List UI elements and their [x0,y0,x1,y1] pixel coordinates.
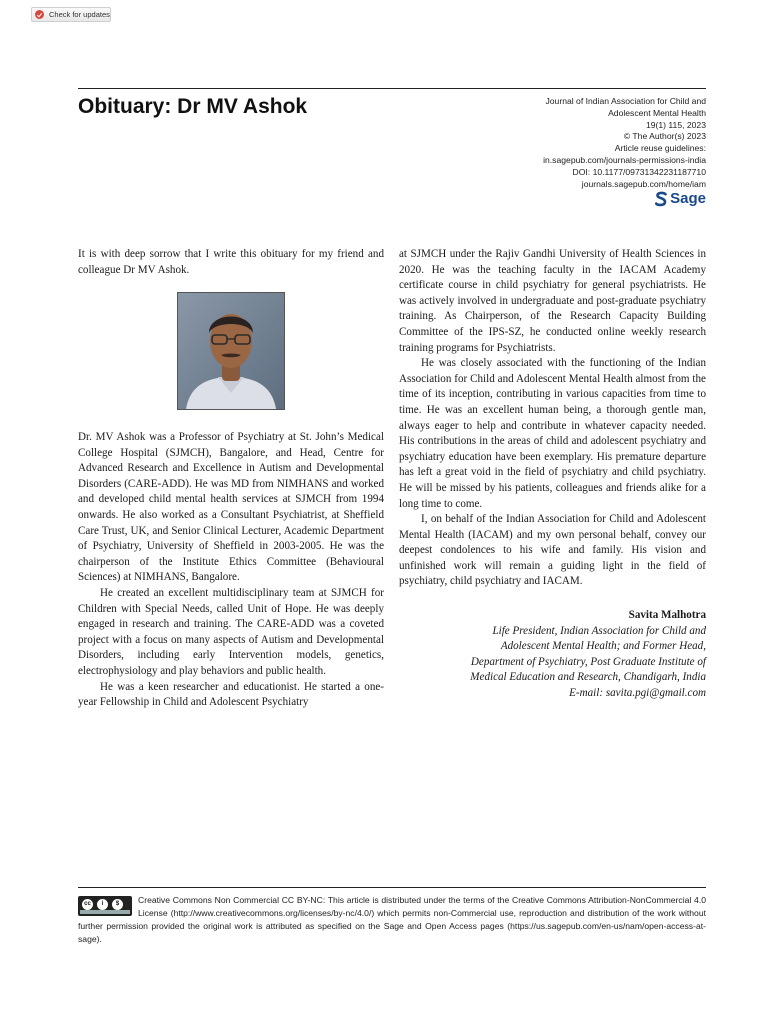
association-paragraph: He was closely associated with the functioning of the Indian Association for Child and Adolescent Mental Health almost from the time of its inception, contributing in various capacities from time to time. He was an excellent human being, a thorough gentle man, always eager to help and contribute in whatever capacity needed. His contributions in the areas of child and adolescent psychiatry and psychiatry education have been exemplary. His premature departure has left a great void in the field of psychiatry and child psychiatry. He will be missed by his patients, colleagues and friends alike for a long time to come. [399,357,706,510]
check-for-updates-label: Check for updates [49,10,110,19]
article-title: Obituary: Dr MV Ashok [78,95,308,118]
journal-name-line-2: Adolescent Mental Health [608,107,706,118]
journal-homepage-link[interactable]: journals.sagepub.com/home/iam [581,178,706,189]
author-email[interactable]: E-mail: savita.pgi@gmail.com [569,687,706,700]
intro-paragraph: It is with deep sorrow that I write this obituary for my friend and colleague Dr MV Ashok. [78,248,384,276]
attribution-icon: i [96,898,109,911]
condolence-paragraph: I, on behalf of the Indian Association for Child and Adolescent Mental Health (IACAM) and my own personal behalf, convey our deepest condolences to his wife and family. His vision and unfinished work will remain a guiding light in the field of psychiatry, child psychiatry and IACAM. [399,513,706,588]
journal-volume: 19(1) 115, 2023 [645,119,706,130]
left-column-body [78,430,384,711]
reuse-guidelines-label: Article reuse guidelines: [614,143,706,154]
portrait-image [178,293,284,409]
doi-link[interactable]: DOI: 10.1177/09731342231187710 [572,166,706,177]
right-column-body [399,247,706,702]
sage-logo [655,190,706,207]
author-affiliation-line-3: Department of Psychiatry, Post Graduate Institute of [470,655,706,668]
noncommercial-icon: $ [111,898,124,911]
license-text: Creative Commons Non Commercial CC BY-NC: This article is distributed under the terms of the Creative Commons Attribution-NonCommercial 4.0 License (http://www.creativecommons.org/licenses/by-nc/4.0/) which permits non-Commercial use, reproduction and distribution of the work without further permission provided the original work is attributed as specified on the Sage and Open Access pages (https://us.sagepub.com/en-us/nam/open-access-at-sage). [78,895,706,944]
check-updates-icon [35,10,44,19]
author-signature [399,608,706,702]
permissions-link[interactable]: in.sagepub.com/journals-permissions-india [543,154,706,165]
left-column-intro [78,247,384,278]
portrait-photo [177,292,285,410]
teaching-paragraph: at SJMCH under the Rajiv Gandhi University of Health Sciences in 2020. He was the teaching faculty in the IACAM Academy certificate course in child psychiatry for general psychiatrists. He was actively involved in undergraduate and post-graduate psychiatry training. As Chairperson, of the Research Capacity Building Committee of the IPS-SZ, he conducted online weekly research training programs for Psychiatrists. [399,248,706,354]
sage-s-icon [655,191,667,207]
author-affiliation-line-1: Life President, Indian Association for Child and [492,624,706,637]
author-affiliation-line-2: Adolescent Mental Health; and Former Head, [500,640,706,653]
copyright-line: © The Author(s) 2023 [623,131,706,142]
sage-wordmark: Sage [670,190,706,207]
research-paragraph: He was a keen researcher and educationist. He started a one-year Fellowship in Child and Adolescent Psychiatry [78,680,384,709]
license-notice [78,894,706,946]
author-affiliation-line-4: Medical Education and Research, Chandigarh, India [470,671,706,684]
check-for-updates-button[interactable] [31,7,111,22]
cc-by-nc-icon [78,896,132,916]
cc-icon: cc [81,898,94,911]
journal-name-line-1: Journal of Indian Association for Child and [545,96,706,106]
journal-metadata [446,96,706,190]
footer-divider [78,887,706,888]
header-divider [78,88,706,89]
bio-paragraph: Dr. MV Ashok was a Professor of Psychiatry at St. John’s Medical College Hospital (SJMCH), Bangalore, and Head, Centre for Advanced Research and Excellence in Autism and Developmental Disorders (CARE-ADD). He was MD from NIMHANS and worked and developed child mental health services at SJMCH from 1994 onwards. He also worked as a Consultant Psychiatrist, at Sheffield Care Trust, UK, and Senior Clinical Lecturer, Academic Department of Psychiatry, University of Sheffield in 2003-2005. He was the chairperson of the Institute Ethics Committee (Behavioural Sciences) at NIMHANS, Bangalore. [78,431,384,584]
team-paragraph: He created an excellent multidisciplinary team at SJMCH for Children with Special Needs, called Unit of Hope. He was deeply engaged in research and training. The CARE-ADD was a coveted project with a focus on many aspects of Autism and Developmental Disorders, including early Intervention models, genetics, electrophysiology and play behaviors and public health. [78,586,384,677]
author-name: Savita Malhotra [628,609,706,622]
